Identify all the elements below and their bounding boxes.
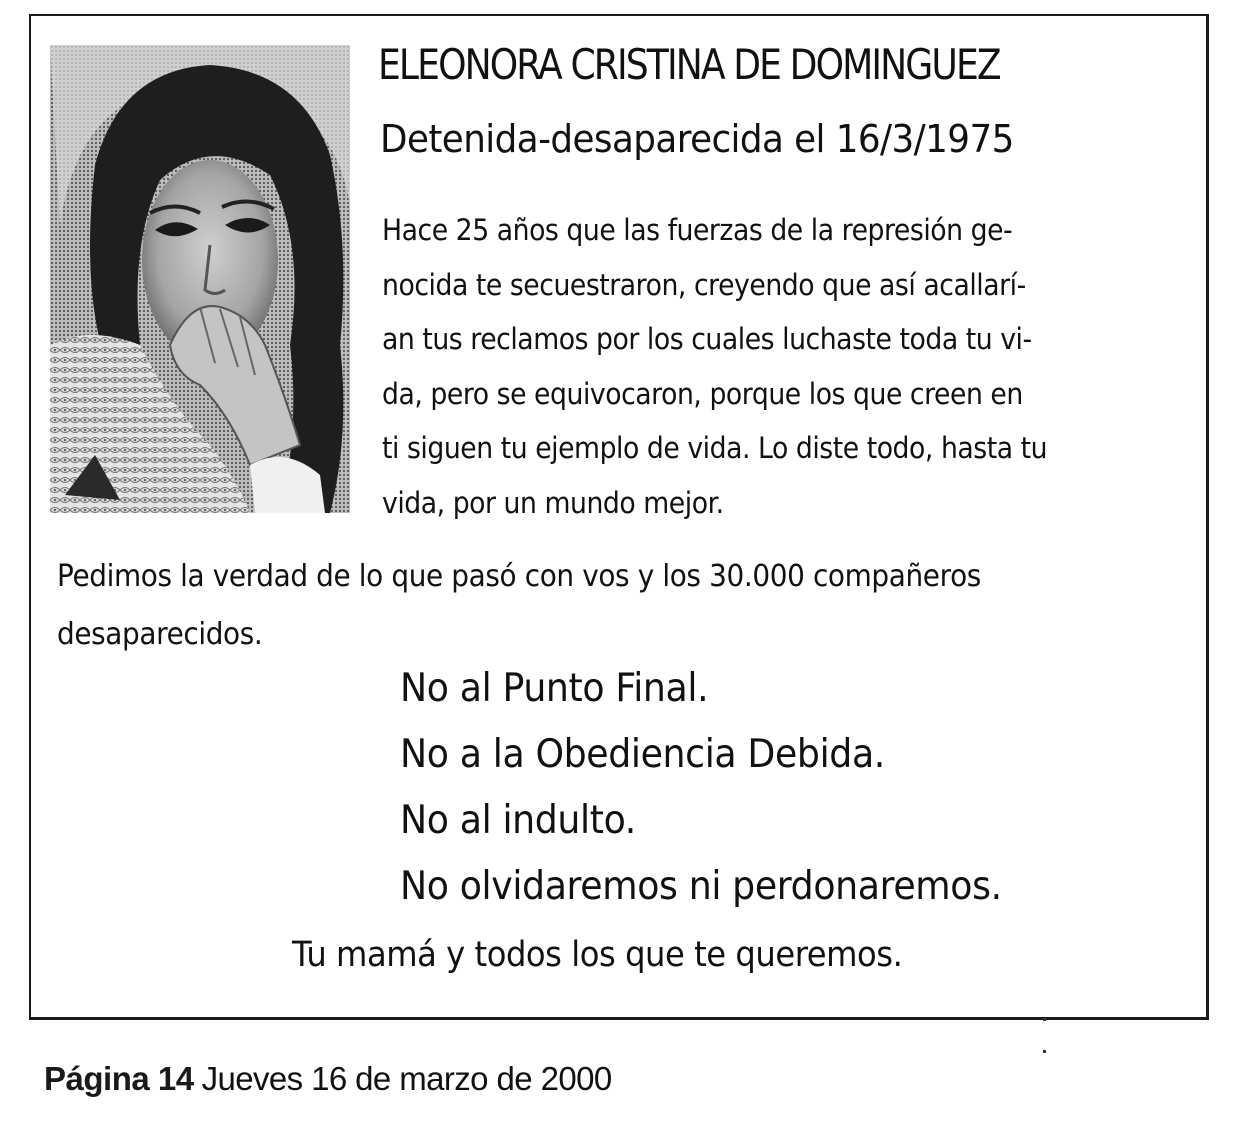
tribute-line: da, pero se equivocaron, porque los que creen en [382, 376, 1023, 411]
detention-date-line: Detenida-desaparecida el 16/3/1975 [380, 117, 1014, 161]
slogan: No olvidaremos ni perdonaremos. [400, 864, 1002, 909]
tribute-paragraph [382, 203, 1105, 530]
tribute-line: nocida te secuestraron, creyendo que así acallarí- [382, 267, 1026, 302]
page-number-label: Página 14 [44, 1060, 194, 1097]
tribute-line: ti siguen tu ejemplo de vida. Lo diste todo, hasta tu [382, 431, 1048, 465]
tribute-line: Hace 25 años que las fuerzas de la represión ge- [382, 213, 1013, 247]
truth-demand [57, 548, 1051, 664]
slogan: No a la Obediencia Debida. [400, 732, 885, 777]
tribute-line: vida, por un mundo mejor. [382, 485, 724, 520]
person-name: ELEONORA CRISTINA DE DOMINGUEZ [378, 40, 1000, 89]
slogan: No al indulto. [400, 798, 636, 843]
demand-line: Pedimos la verdad de lo que pasó con vos y los 30.000 compañeros [57, 559, 981, 594]
print-speck [1043, 1050, 1046, 1053]
signature: Tu mamá y todos los que te queremos. [292, 935, 903, 975]
slogan: No al Punto Final. [400, 666, 709, 711]
print-speck [1043, 1018, 1046, 1021]
slogan-list [400, 656, 1047, 920]
demand-line: desaparecidos. [57, 617, 263, 652]
page-footer [44, 1060, 612, 1098]
publication-date: Jueves 16 de marzo de 2000 [201, 1060, 612, 1097]
tribute-line: an tus reclamos por los cuales luchaste toda tu vi- [382, 322, 1032, 356]
portrait-photo [50, 45, 350, 513]
